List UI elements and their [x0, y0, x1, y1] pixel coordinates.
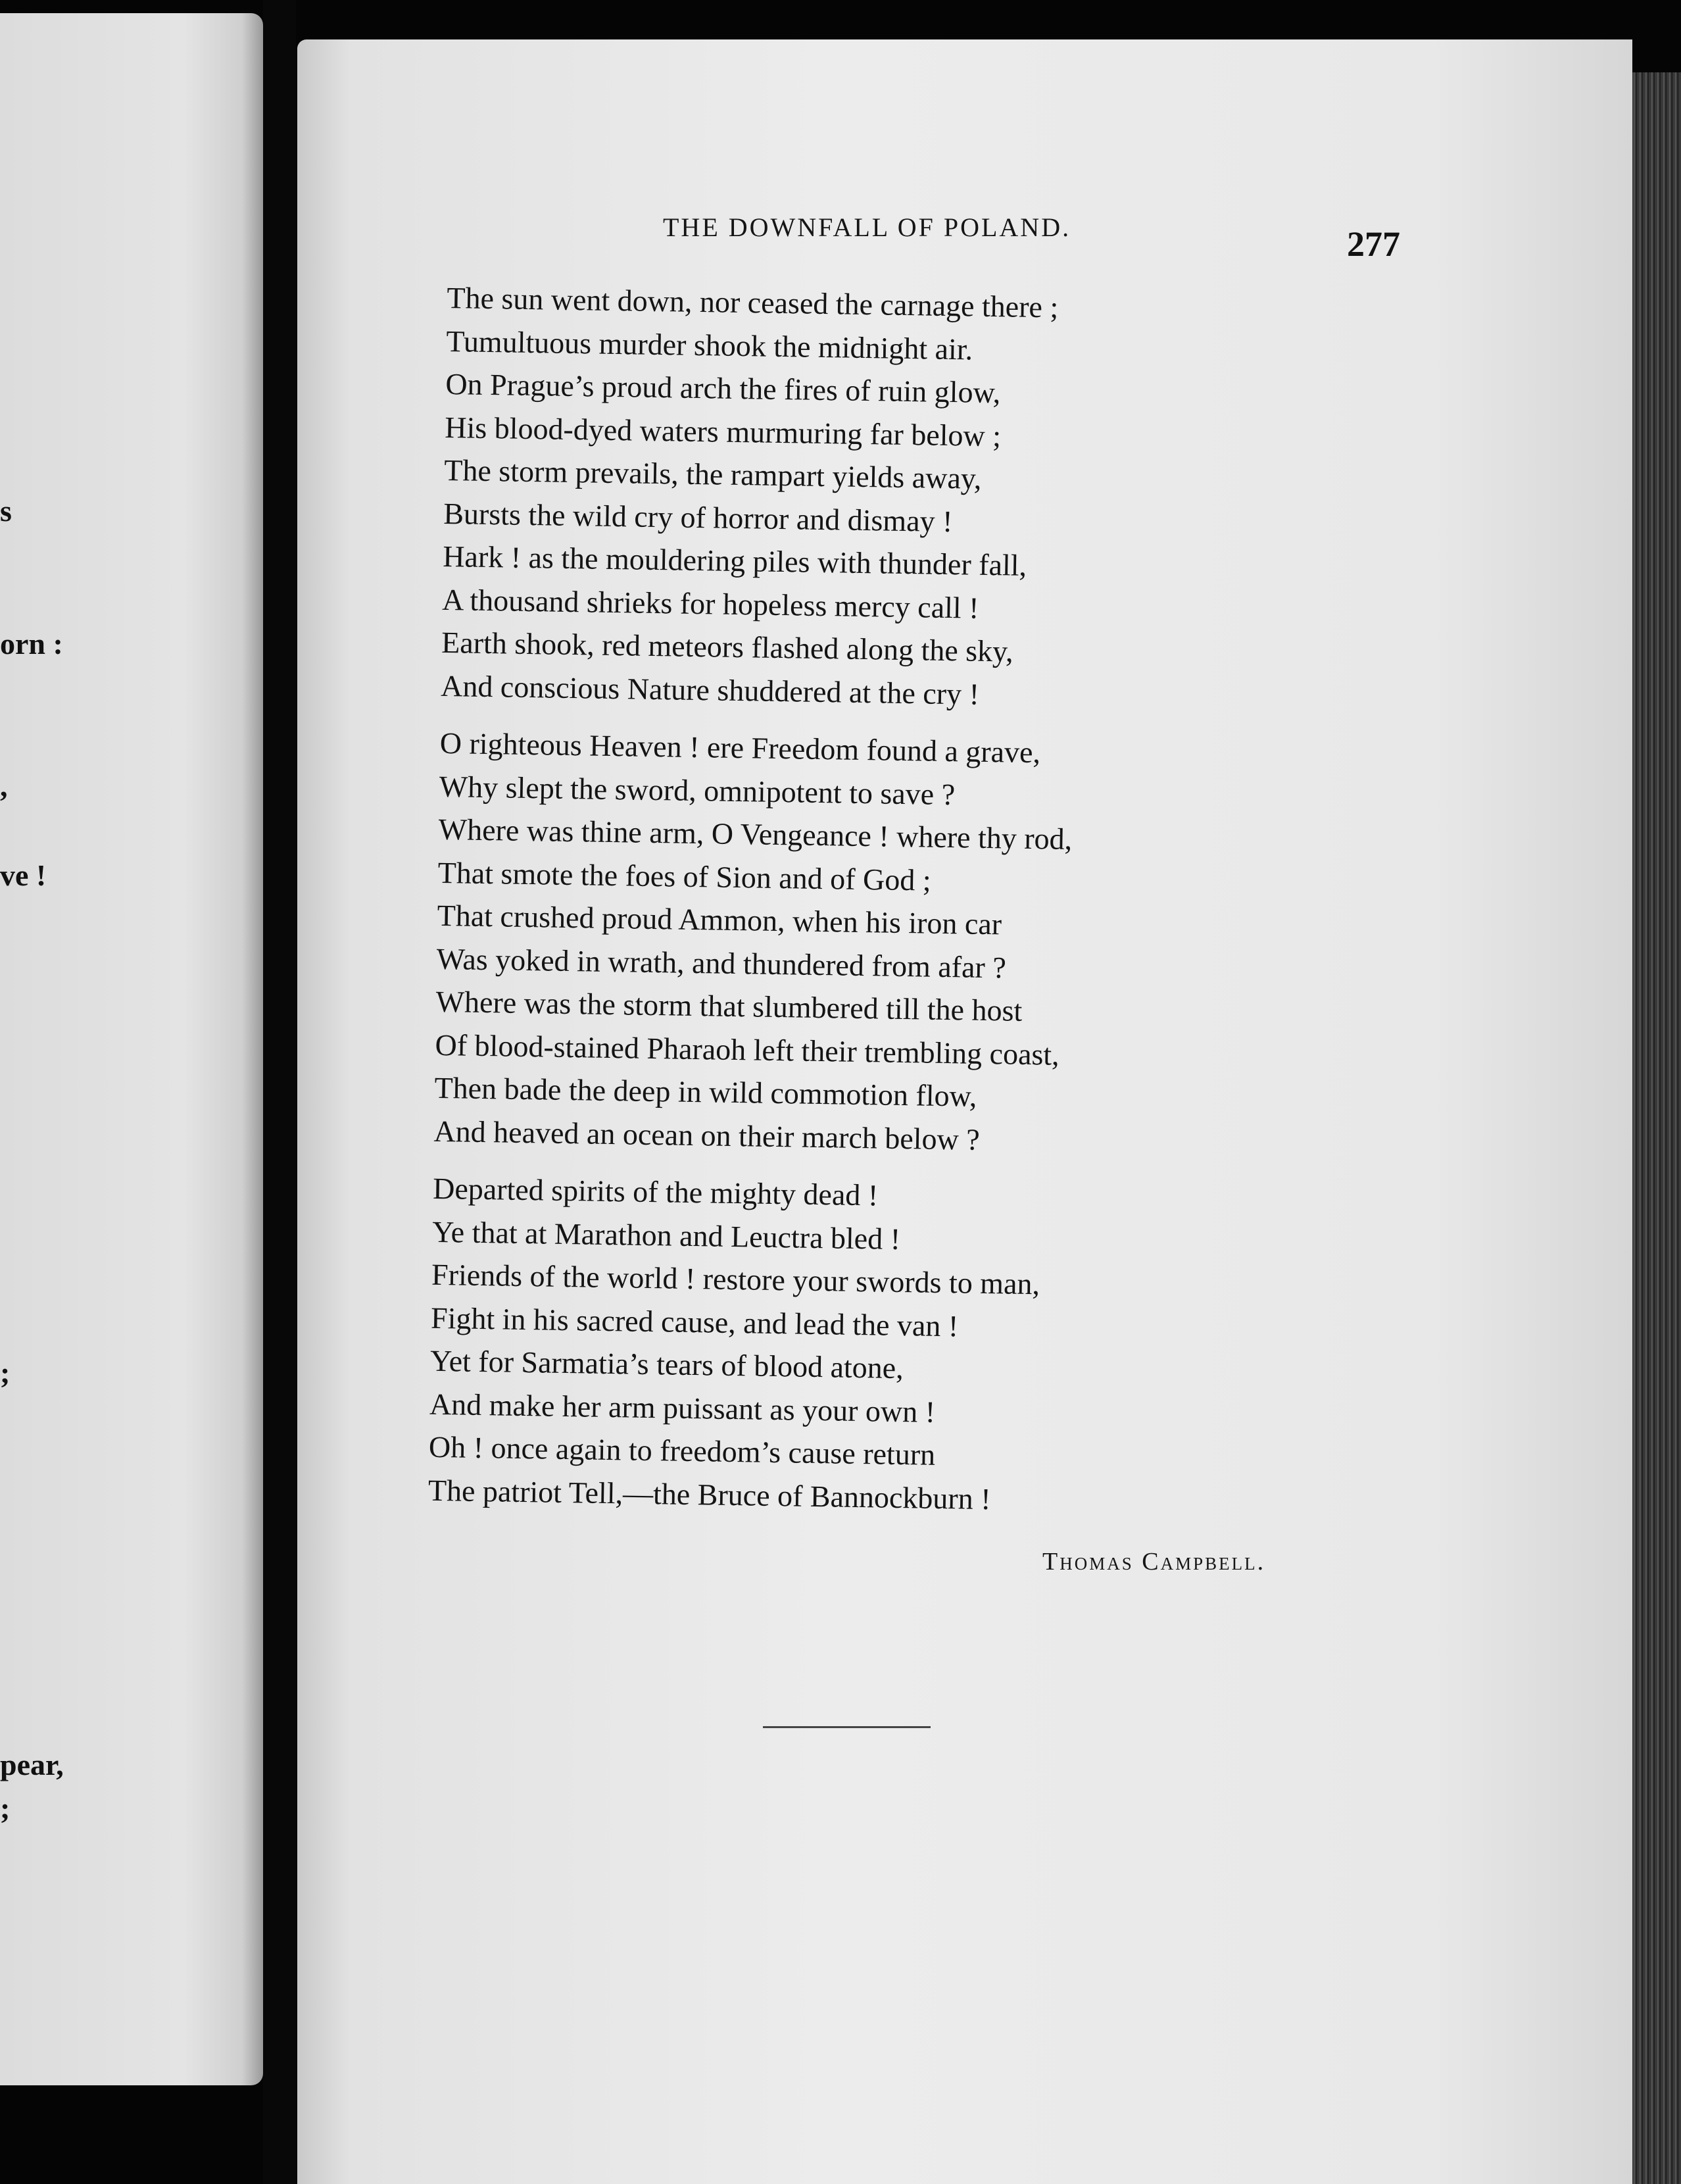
poem-stanza	[433, 722, 1361, 1167]
page-edges	[1632, 72, 1681, 2184]
left-page-fragment: orn :	[0, 627, 63, 660]
poem-attribution: Thomas Campbell.	[1042, 1548, 1266, 1576]
book-gutter	[263, 0, 296, 2184]
left-page-fragment: ,	[0, 769, 8, 803]
poem-line: Tumultuous murder shook the midnight air.	[446, 324, 973, 366]
left-page-fragment: ve !	[0, 858, 47, 892]
poem-line: The patriot Tell,—the Bruce of Bannockburn !	[427, 1473, 991, 1516]
poem-line: Earth shook, red meteors flashed along the sky,	[441, 625, 1014, 668]
poem-line: The storm prevails, the rampart yields away,	[443, 453, 982, 495]
poem-line: And heaved an ocean on their march below ?	[433, 1114, 981, 1156]
poem-line: That crushed proud Ammon, when his iron car	[437, 898, 1002, 941]
poem-stanza	[428, 1167, 1354, 1526]
left-page-fragment: ;	[0, 1791, 11, 1825]
poem	[427, 276, 1368, 1541]
poem-line: Then bade the deep in wild commotion flow,	[434, 1070, 977, 1113]
section-rule	[763, 1726, 931, 1728]
poem-line: Departed spirits of the mighty dead !	[432, 1171, 879, 1212]
poem-line: Ye that at Marathon and Leuctra bled !	[431, 1214, 901, 1256]
poem-line: That smote the foes of Sion and of God ;	[437, 855, 932, 897]
poem-line: The sun went down, nor ceased the carnage there ;	[447, 280, 1059, 324]
running-head: THE DOWNFALL OF POLAND.	[663, 212, 1071, 242]
poem-line: Bursts the wild cry of horror and dismay !	[443, 496, 953, 538]
poem-line: Where was thine arm, O Vengeance ! where thy rod,	[438, 812, 1073, 856]
poem-line: A thousand shrieks for hopeless mercy call !	[441, 582, 979, 625]
poem-line: Yet for Sarmatia’s tears of blood atone,	[429, 1343, 904, 1385]
left-page-fragment: s	[0, 494, 12, 528]
poem-line: And make her arm puissant as your own !	[429, 1387, 936, 1429]
poem-line: On Prague’s proud arch the fires of ruin glow,	[445, 366, 1001, 410]
left-page-fragment: pear,	[0, 1748, 64, 1781]
poem-line: Why slept the sword, omnipotent to save ?	[439, 769, 956, 811]
poem-line: And conscious Nature shuddered at the cry !	[440, 668, 980, 711]
poem-line: His blood-dyed waters murmuring far below ;	[445, 410, 1002, 453]
poem-line: Where was the storm that slumbered till the host	[435, 984, 1023, 1028]
page-number: 277	[1347, 224, 1400, 264]
poem-stanza	[441, 276, 1368, 722]
poem-line: O righteous Heaven ! ere Freedom found a grave,	[439, 726, 1041, 770]
poem-line: Hark ! as the mouldering piles with thunder fall,	[442, 539, 1027, 582]
poem-line: Of blood-stained Pharaoh left their trembling coast,	[435, 1028, 1060, 1072]
poem-line: Friends of the world ! restore your swords to man,	[431, 1257, 1040, 1301]
left-page-fragment: ;	[0, 1356, 11, 1389]
poem-line: Oh ! once again to freedom’s cause return	[428, 1429, 936, 1472]
poem-line: Was yoked in wrath, and thundered from afar ?	[436, 941, 1007, 984]
poem-line: Fight in his sacred cause, and lead the van !	[430, 1301, 959, 1343]
left-page	[0, 13, 263, 2085]
